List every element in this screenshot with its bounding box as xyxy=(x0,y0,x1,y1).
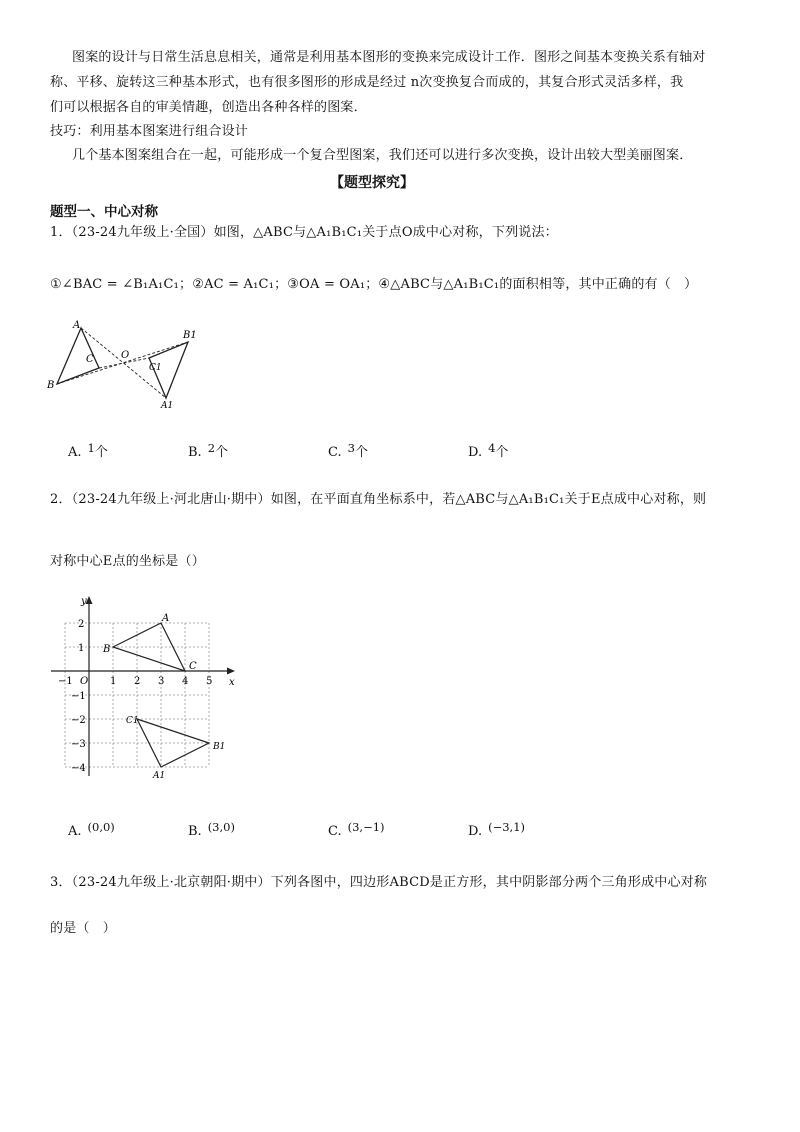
option-letter: B. xyxy=(188,445,202,460)
q3-stem-continued: 的是（ ） xyxy=(50,921,117,936)
q1-statements: ①∠BAC = ∠B₁A₁C₁；②AC = A₁C₁；③OA = OA₁；④△ABC与△A₁B₁C₁的面积相等，其中正确的有（ ） xyxy=(50,277,698,292)
q1-option-c[interactable] xyxy=(328,441,368,460)
x-tick: 5 xyxy=(206,676,213,687)
x-tick: 3 xyxy=(158,676,165,687)
intro-line-1: 图案的设计与日常生活息息相关，通常是利用基本图形的变换来完成设计工作．图形之间基本变换关系有轴对 xyxy=(72,50,706,65)
dashed-line-bb1 xyxy=(57,342,188,384)
q1-option-b[interactable] xyxy=(188,441,228,460)
q1-figure xyxy=(45,318,205,410)
tip-body: 几个基本图案组合在一起，可能形成一个复合型图案，我们还可以进行多次变换，设计出较大型美丽图案． xyxy=(72,148,693,163)
y-axis-label: y xyxy=(81,596,87,607)
option-unit: 个 xyxy=(94,445,108,460)
x-axis-arrow xyxy=(227,668,235,675)
option-letter: D. xyxy=(468,824,483,839)
option-unit: 个 xyxy=(354,445,368,460)
q2-stem: 2．（23-24九年级上·河北唐山·期中）如图，在平面直角坐标系中，若△ABC与△A₁B₁C₁关于E点成中心对称，则 xyxy=(50,492,707,507)
q2-coordinate-figure xyxy=(45,590,245,790)
origin-label: O xyxy=(80,676,89,687)
y-tick: −2 xyxy=(71,715,86,726)
point-b: B xyxy=(103,644,111,655)
q2-option-b[interactable] xyxy=(188,820,235,839)
q1-option-d[interactable] xyxy=(468,441,508,460)
x-tick: 2 xyxy=(134,676,141,687)
q2-option-d[interactable] xyxy=(468,820,525,839)
option-value: 4 xyxy=(488,441,496,455)
y-tick: −1 xyxy=(71,691,86,702)
x-tick: 4 xyxy=(182,676,189,687)
label-o: O xyxy=(121,350,130,361)
option-value: (3,0) xyxy=(207,820,235,834)
option-letter: B. xyxy=(188,824,202,839)
point-b1: B1 xyxy=(213,742,226,752)
x-tick: 1 xyxy=(110,676,117,687)
y-tick: 2 xyxy=(78,619,85,630)
section-title: 【题型探究】 xyxy=(330,175,414,191)
option-value: (3,−1) xyxy=(347,820,385,834)
point-c: C xyxy=(189,661,197,672)
option-letter: A. xyxy=(68,445,82,460)
option-unit: 个 xyxy=(495,445,509,460)
option-letter: A. xyxy=(68,824,82,839)
tip-title: 技巧：利用基本图案进行组合设计 xyxy=(50,124,249,139)
option-value: 1 xyxy=(87,441,95,455)
option-value: 3 xyxy=(347,441,355,455)
x-tick: −1 xyxy=(58,676,73,687)
grid xyxy=(65,623,209,767)
q2-stem-continued: 对称中心E点的坐标是（） xyxy=(50,554,205,569)
point-c1: C1 xyxy=(126,716,139,726)
q1-stem: 1．（23-24九年级上·全国）如图，△ABC与△A₁B₁C₁关于点O成中心对称，下列说法： xyxy=(50,225,558,240)
intro-line-3: 们可以根据各自的审美情趣，创造出各种各样的图案． xyxy=(50,100,367,115)
topic-heading: 题型一、中心对称 xyxy=(50,204,158,220)
x-axis-label: x xyxy=(229,677,235,688)
y-tick: −3 xyxy=(71,739,86,750)
q3-stem: 3．（23-24九年级上·北京朝阳·期中）下列各图中，四边形ABCD是正方形，其中阴影部分两个三角形成中心对称 xyxy=(50,875,708,890)
option-unit: 个 xyxy=(215,445,229,460)
point-a: A xyxy=(162,613,170,624)
option-value: (−3,1) xyxy=(488,820,525,834)
label-a: A xyxy=(73,320,81,331)
q2-option-a[interactable] xyxy=(68,820,115,839)
option-letter: C. xyxy=(328,824,342,839)
q2-option-c[interactable] xyxy=(328,820,385,839)
label-c: C xyxy=(86,354,94,365)
y-tick: −4 xyxy=(71,763,86,774)
point-a1: A1 xyxy=(153,771,166,781)
y-tick: 1 xyxy=(78,643,85,654)
intro-line-2: 称、平移、旋转这三种基本形式，也有很多图形的形成是经过 n次变换复合而成的，其复合形式灵活多样，我 xyxy=(50,75,684,90)
option-letter: D. xyxy=(468,445,483,460)
option-letter: C. xyxy=(328,445,342,460)
label-b1: B1 xyxy=(183,330,197,341)
option-value: 2 xyxy=(207,441,216,455)
label-a1: A1 xyxy=(161,401,174,410)
q1-option-a[interactable] xyxy=(68,441,108,460)
option-value: (0,0) xyxy=(87,820,115,834)
label-b: B xyxy=(47,380,55,391)
label-c1: C1 xyxy=(149,363,162,373)
